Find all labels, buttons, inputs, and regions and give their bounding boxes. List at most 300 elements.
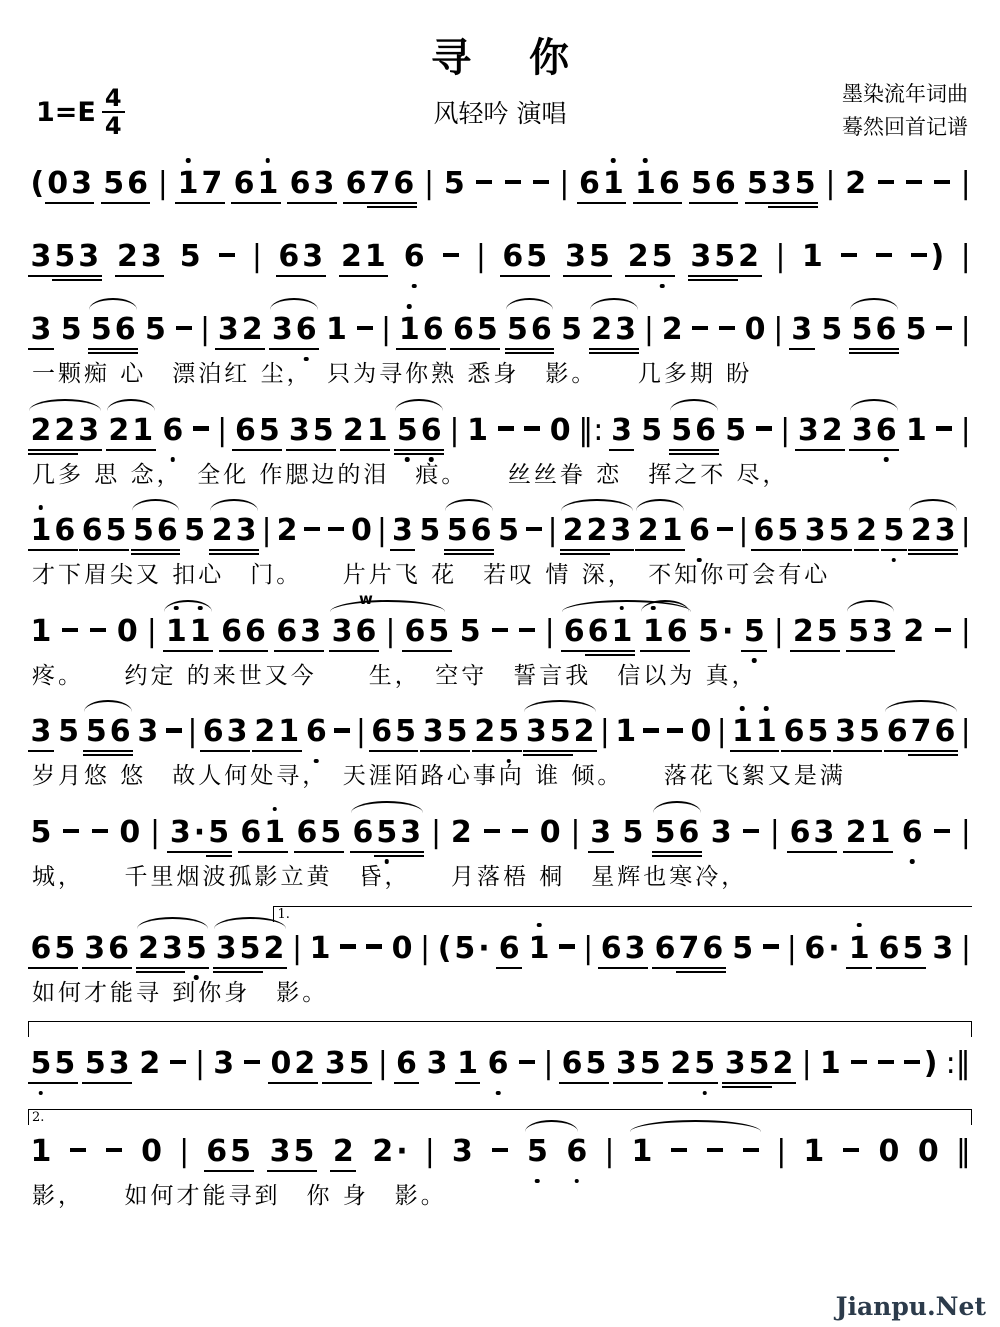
dash: [492, 1148, 508, 1153]
note-token: 3 2: [797, 412, 843, 448]
note-token: 2 5: [626, 240, 674, 273]
note-token: 5 6: [395, 414, 443, 447]
music-line: [28, 1103, 972, 1211]
note-token: 3 6: [850, 414, 898, 447]
dash: [671, 1148, 687, 1153]
credit-transcriber: 蓦然回首记谱: [842, 114, 968, 139]
note-token: [174, 313, 194, 346]
slur: [270, 298, 318, 310]
note-token: 1: [527, 932, 551, 965]
note-token: 6 3: [289, 166, 335, 201]
credit-words-music: 墨染流年词曲: [842, 82, 968, 106]
note-token: [522, 414, 542, 447]
dash: [304, 527, 320, 532]
note-token: [754, 414, 774, 447]
note-token: 0: [351, 513, 372, 549]
note-token: 5: [742, 615, 766, 648]
note-token: 3 6 w: [330, 615, 378, 648]
note-token: 6 7 6: [654, 930, 724, 966]
slur: [395, 399, 443, 411]
sheet-header: [28, 0, 972, 150]
bar-line: |: [738, 513, 749, 549]
note-token: 3: [137, 714, 159, 750]
bar-line: |: [385, 613, 396, 649]
note-token: 2 ·: [372, 1134, 408, 1170]
dash: [443, 253, 459, 258]
note-token: 5: [725, 412, 747, 448]
note-token: 5: [60, 312, 82, 347]
note-token: 6 5 3: [351, 816, 423, 849]
note-token: 6 ·: [804, 930, 840, 966]
music-line: [28, 150, 972, 215]
bar-line: |: [960, 166, 971, 201]
note-token: 0: [549, 412, 571, 448]
note-token: [934, 414, 954, 447]
note-token: 0: [391, 930, 413, 966]
note-token: 3: [426, 1046, 448, 1082]
note-token: 2 1: [341, 239, 386, 274]
dash: [904, 1060, 920, 1065]
note-token: 5 6: [653, 816, 701, 849]
note-token: [690, 313, 710, 346]
note-token: [104, 1135, 124, 1168]
bar-line: |: [217, 412, 228, 448]
note-token: [665, 715, 685, 748]
note-token: 3 2: [217, 312, 263, 347]
note-token: 6 3: [600, 930, 646, 966]
bar-line: |: [960, 814, 971, 850]
music-line: [28, 698, 972, 791]
bar-line: |: [775, 239, 786, 274]
slur: [107, 399, 155, 411]
dash: [692, 326, 708, 331]
note-token: [557, 932, 577, 965]
notes-row: [28, 900, 972, 980]
note-token: 6: [565, 1135, 589, 1168]
note-token: 2 5: [669, 1047, 717, 1080]
note-token: [191, 414, 211, 447]
note-token: 6 5: [404, 613, 450, 649]
bar-line: |: [599, 714, 610, 750]
note-token: 6 5: [561, 1046, 607, 1082]
dash: [505, 180, 521, 185]
note-token: 6 3: [276, 613, 322, 649]
slur: [330, 600, 445, 612]
note-token: 5: [905, 312, 927, 347]
note-token: 6 5: [753, 513, 799, 549]
dash: [498, 426, 514, 431]
dash: [366, 944, 382, 949]
note-token: 3 5 2: [214, 932, 286, 965]
notes-row: [28, 799, 972, 864]
slur: [670, 399, 718, 411]
slur: [909, 499, 957, 511]
note-token: 6 5: [878, 930, 924, 966]
note-token: 6 7 6: [345, 166, 415, 201]
notes-row: [28, 589, 972, 663]
dash: [743, 1148, 759, 1153]
note-token: [326, 514, 346, 547]
note-token: 0: [690, 714, 712, 750]
note-token: [705, 1135, 725, 1168]
music-line: [28, 900, 972, 1008]
note-token: 2 3: [117, 239, 162, 274]
note-token: [490, 1135, 510, 1168]
bar-line: |: [773, 613, 784, 649]
note-token: 3 5 2: [724, 1046, 794, 1082]
dash: [340, 944, 356, 949]
note-token: 6 6 1: [562, 615, 634, 648]
music-line: [28, 589, 972, 691]
note-token: [841, 1135, 861, 1168]
bar-line: |: [960, 930, 971, 966]
note-token: 5 5: [29, 1047, 77, 1080]
slur: [590, 298, 638, 310]
note-token: 6: [161, 414, 185, 447]
dash: [526, 527, 542, 532]
note-token: 2 3: [909, 514, 957, 547]
note-token: 5: [882, 514, 906, 547]
dash: [70, 1148, 86, 1153]
note-token: 5 6: [506, 313, 554, 346]
note-token: 1: [819, 1046, 841, 1082]
dash: [334, 728, 350, 733]
bar-line: |: [146, 613, 157, 649]
slur: [132, 499, 180, 511]
bar-line: |: [355, 714, 366, 750]
note-token: 0: [141, 1134, 162, 1170]
bar-line: |: [583, 930, 594, 966]
note-token: 0: [744, 312, 766, 347]
note-token: 5 3 5: [747, 166, 816, 201]
bar-line: ‖: [955, 1134, 971, 1170]
bar-line: |: [150, 814, 161, 850]
note-token: 2 1: [342, 412, 388, 448]
note-token: 2 3: [210, 514, 258, 547]
note-token: 2 3 5: [137, 932, 209, 965]
note-token: 3: [710, 814, 732, 850]
note-token: 1: [615, 714, 637, 750]
note-token: 2: [903, 613, 925, 649]
note-token: 6 5: [296, 814, 342, 850]
note-token: 6 5: [452, 312, 498, 347]
note-token: 5: [58, 714, 80, 750]
bar-line: |: [199, 312, 211, 347]
note-token: [932, 816, 952, 849]
slur: [636, 499, 684, 511]
note-token: 0: [878, 1134, 900, 1170]
notes-row: [28, 1015, 972, 1095]
bar-line: |: [960, 513, 971, 549]
note-token: 1 6: [397, 313, 445, 346]
bar-line: |: [547, 513, 558, 549]
bar-line: |: [187, 714, 198, 750]
note-token: 1: [630, 1135, 654, 1168]
bar-line: |: [960, 613, 971, 649]
note-token: 5: [525, 1135, 549, 1168]
note-token: 6 5: [81, 513, 127, 549]
key-label: 1=E: [36, 96, 96, 128]
bar-line: |: [449, 412, 460, 448]
note-token: [168, 1047, 188, 1080]
lyrics-line: 影， 如何才能寻到 你 身 影。: [32, 1183, 447, 1210]
note-token: 3 5: [324, 1046, 370, 1082]
lyrics-line: 一颗痴 心 漂泊红 尘， 只为寻你熟 悉身 影。 几多期 盼: [32, 361, 753, 387]
lyrics-line: 岁月悠 悠 故人何处寻， 天涯陌路心事向 谁 倾。 落花飞絮又是满: [32, 763, 846, 790]
note-token: [503, 167, 523, 200]
slur: [29, 399, 101, 411]
note-token: 1: [801, 239, 823, 274]
slur: [164, 600, 212, 612]
dash: [512, 829, 528, 834]
score: [28, 150, 972, 1211]
dash: [524, 426, 540, 431]
time-top: 4: [102, 86, 125, 113]
note-token: ( 0 3: [30, 166, 92, 201]
note-token: 2 2 3: [561, 514, 633, 547]
notes-row: [28, 296, 972, 361]
note-token: [61, 816, 81, 849]
note-token: 2 1: [107, 414, 155, 447]
note-token: 1: [905, 412, 927, 448]
note-token: ( 5 ·: [437, 930, 490, 966]
note-token: 3 5: [288, 412, 334, 448]
note-token: [761, 932, 781, 965]
note-token: ): [909, 240, 946, 273]
note-token: 0: [116, 613, 138, 649]
dash: [934, 180, 950, 185]
dash: [707, 1148, 723, 1153]
note-token: 5: [30, 814, 52, 850]
dash: [717, 527, 733, 532]
slur: [351, 801, 423, 813]
note-token: 5: [179, 239, 201, 274]
dash: [519, 1060, 535, 1065]
dash: [763, 944, 779, 949]
note-token: 6 5: [502, 239, 548, 274]
note-token: [302, 514, 322, 547]
note-token: 3: [791, 312, 813, 347]
note-token: 3: [392, 513, 413, 549]
note-token: [932, 167, 952, 200]
credits: [842, 78, 968, 143]
bar-line: |: [960, 714, 971, 750]
slur: [847, 600, 895, 612]
note-token: 5 6: [670, 414, 718, 447]
note-token: 6: [688, 514, 712, 547]
bar-line: |: [544, 613, 555, 649]
note-token: [531, 167, 551, 200]
dash: [756, 426, 772, 431]
note-token: 2 5: [473, 715, 521, 748]
note-token: 1: [309, 930, 331, 966]
note-token: 3 6: [84, 930, 130, 966]
dash: [936, 426, 952, 431]
slur: [850, 399, 898, 411]
note-token: 6 1: [578, 167, 626, 200]
dash: [841, 253, 857, 258]
bar-line: |: [380, 312, 392, 347]
bar-line: |: [251, 239, 262, 274]
note-token: 2: [332, 1134, 354, 1170]
slur: [524, 700, 596, 712]
note-token: 5 6: [84, 715, 132, 748]
song-title: 寻 你: [431, 34, 591, 81]
note-token: 3 5 3: [30, 239, 100, 274]
note-token: [741, 816, 761, 849]
note-token: 0: [539, 814, 561, 850]
note-token: 1: [325, 312, 347, 347]
slur: [630, 1120, 761, 1132]
note-token: 2: [276, 513, 298, 549]
dash: [492, 628, 508, 633]
watermark: Jianpu.Net: [835, 1292, 986, 1321]
note-token: 2: [845, 166, 867, 201]
dash: [906, 180, 922, 185]
note-token: [517, 615, 537, 648]
note-token: 3 5 2: [524, 715, 596, 748]
note-token: 6 5: [30, 930, 76, 966]
note-token: 5: [641, 412, 663, 448]
slur: [850, 298, 898, 310]
note-token: 2: [856, 513, 877, 549]
slur: [89, 298, 137, 310]
note-token: 3: [932, 930, 954, 966]
note-token: [217, 240, 237, 273]
bar-line: |: [423, 166, 435, 201]
bar-line: |: [960, 412, 971, 448]
bar-line: |: [769, 814, 780, 850]
note-token: 6 5: [371, 714, 416, 750]
note-token: 3: [611, 412, 632, 448]
note-token: 2: [139, 1046, 161, 1082]
note-token: 5 6: [850, 313, 898, 346]
note-token: 6 1: [232, 167, 280, 200]
note-token: 3 5: [615, 1046, 661, 1082]
bar-line: |: [157, 166, 168, 201]
note-token: 1 1: [164, 615, 212, 648]
note-token: 5: [144, 312, 166, 347]
dash: [935, 628, 951, 633]
note-token: 0: [917, 1134, 939, 1170]
note-token: 6 3: [789, 814, 835, 850]
note-token: [876, 167, 896, 200]
note-token: [641, 715, 661, 748]
bar-line: |: [543, 1046, 554, 1082]
dash: [328, 527, 344, 532]
dash: [559, 944, 575, 949]
slur: [885, 700, 957, 712]
note-token: [338, 932, 358, 965]
bar-line: :‖: [945, 1046, 971, 1082]
note-token: 0 2: [270, 1046, 316, 1082]
note-token: 1 7: [176, 167, 224, 200]
dash: [484, 829, 500, 834]
slur: [84, 700, 132, 712]
note-token: 0: [119, 814, 141, 850]
note-token: 3 5: [835, 714, 880, 750]
note-token: 5: [732, 930, 754, 966]
bar-line: |: [261, 513, 272, 549]
dash: [911, 253, 927, 258]
note-token: 5 6: [89, 313, 137, 346]
note-token: [474, 167, 494, 200]
note-token: 2 1: [845, 814, 891, 850]
note-token: 1 1: [731, 715, 779, 748]
note-token: [441, 240, 461, 273]
note-token: [510, 816, 530, 849]
slur: [214, 917, 286, 929]
lyrics-line: 疼。 约定 的来世又今 生， 空守 誓言我 信以为 真，: [32, 662, 758, 689]
time-bottom: 4: [104, 112, 122, 140]
note-token: [242, 1047, 262, 1080]
note-token: 3: [590, 814, 612, 850]
note-token: 6: [498, 930, 520, 966]
note-token: [482, 816, 502, 849]
note-token: 6 6: [221, 613, 266, 649]
note-token: [364, 932, 384, 965]
note-token: 6 7 6: [885, 715, 957, 748]
dash: [170, 1060, 186, 1065]
note-token: [874, 240, 894, 273]
note-token: 1 6: [634, 167, 682, 200]
music-line: [28, 296, 972, 389]
bar-line: |: [960, 312, 971, 347]
slur: [561, 499, 633, 511]
bar-line: |: [420, 930, 431, 966]
bar-line: |: [424, 1134, 435, 1170]
bar-line: |: [475, 239, 486, 274]
dash: [667, 728, 683, 733]
bar-line: |: [960, 239, 971, 274]
note-token: 1: [467, 412, 489, 448]
dash: [476, 180, 492, 185]
volta-label: 2.: [32, 1110, 45, 1126]
bar-line: |: [195, 1046, 206, 1082]
note-token: ): [902, 1047, 939, 1080]
bar-line: |: [773, 312, 784, 347]
dash: [193, 426, 209, 431]
note-token: 5 6: [103, 166, 148, 201]
dash: [106, 1148, 122, 1153]
note-token: [839, 240, 859, 273]
dash: [90, 628, 106, 633]
bar-line: |: [559, 166, 570, 201]
note-token: [355, 313, 375, 346]
lyrics-line: 几多 思 念， 全化 作腮边的泪 痕。 丝丝眷 恋 挥之不 尽，: [32, 461, 789, 488]
bar-line: |: [716, 714, 727, 750]
note-token: 1: [30, 613, 52, 649]
note-token: [669, 1135, 689, 1168]
note-token: 3 5: [565, 239, 610, 274]
dash: [878, 180, 894, 185]
note-token: [88, 615, 108, 648]
note-token: 2: [661, 312, 683, 347]
note-token: 3 5: [804, 513, 850, 549]
music-line: [28, 799, 972, 892]
note-token: [876, 1047, 896, 1080]
slur: [506, 298, 554, 310]
notes-row: [28, 223, 972, 288]
dash: [533, 180, 549, 185]
lyrics-line: 城， 千里烟波孤影立黄 昏， 月落梧 桐 星辉也寒冷，: [32, 863, 748, 890]
bar-line: |: [825, 166, 836, 201]
dash: [357, 326, 373, 331]
notes-row: [28, 497, 972, 562]
note-token: 5: [561, 312, 582, 347]
note-token: 2 1: [636, 514, 684, 547]
bar-line: |: [291, 930, 303, 966]
